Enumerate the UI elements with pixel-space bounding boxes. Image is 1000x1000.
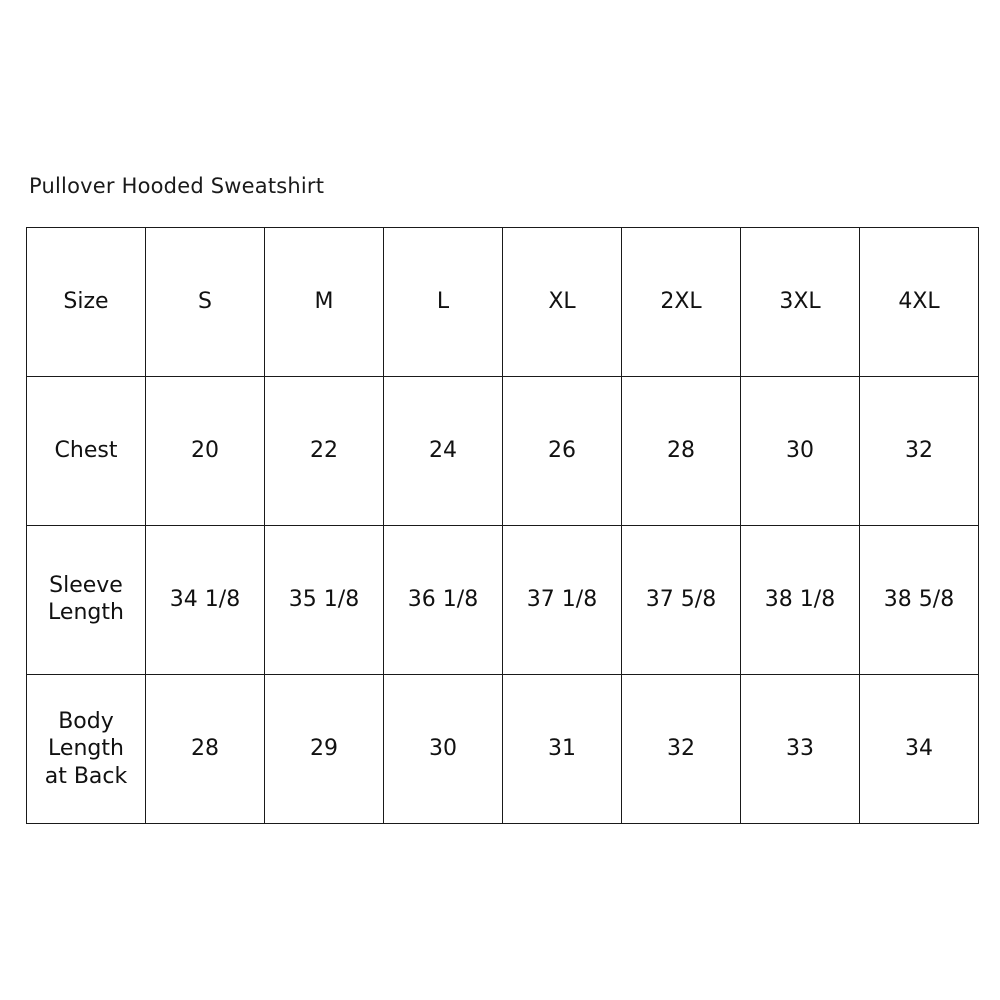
size-chart-table <box>26 227 979 824</box>
table-row <box>27 675 979 824</box>
sleeve-m: 35 1/8 <box>265 526 384 675</box>
header-size-s: S <box>146 228 265 377</box>
sleeve-4xl: 38 5/8 <box>860 526 979 675</box>
row-label-sleeve-length <box>27 526 146 675</box>
body-length-l: 30 <box>384 675 503 824</box>
table-row <box>27 377 979 526</box>
body-length-3xl: 33 <box>741 675 860 824</box>
row-label-line2: Length <box>48 600 124 625</box>
header-size-4xl: 4XL <box>860 228 979 377</box>
row-label-line1: Body Length <box>48 708 124 762</box>
body-length-m: 29 <box>265 675 384 824</box>
header-size-xl: XL <box>503 228 622 377</box>
sleeve-s: 34 1/8 <box>146 526 265 675</box>
header-size-m: M <box>265 228 384 377</box>
sleeve-3xl: 38 1/8 <box>741 526 860 675</box>
sleeve-l: 36 1/8 <box>384 526 503 675</box>
chest-3xl: 30 <box>741 377 860 526</box>
chest-s: 20 <box>146 377 265 526</box>
row-label-body-length-at-back <box>27 675 146 824</box>
row-label-chest: Chest <box>27 377 146 526</box>
sleeve-xl: 37 1/8 <box>503 526 622 675</box>
header-size-l: L <box>384 228 503 377</box>
sleeve-2xl: 37 5/8 <box>622 526 741 675</box>
page-title: Pullover Hooded Sweatshirt <box>29 174 325 198</box>
chest-xl: 26 <box>503 377 622 526</box>
header-size-2xl: 2XL <box>622 228 741 377</box>
table-row <box>27 526 979 675</box>
body-length-4xl: 34 <box>860 675 979 824</box>
chest-m: 22 <box>265 377 384 526</box>
row-label-line2: at Back <box>44 763 128 789</box>
body-length-2xl: 32 <box>622 675 741 824</box>
body-length-s: 28 <box>146 675 265 824</box>
chest-2xl: 28 <box>622 377 741 526</box>
header-label-size: Size <box>27 228 146 377</box>
chest-4xl: 32 <box>860 377 979 526</box>
body-length-xl: 31 <box>503 675 622 824</box>
table-header-row <box>27 228 979 377</box>
row-label-line1: Sleeve <box>49 573 123 599</box>
chest-l: 24 <box>384 377 503 526</box>
header-size-3xl: 3XL <box>741 228 860 377</box>
